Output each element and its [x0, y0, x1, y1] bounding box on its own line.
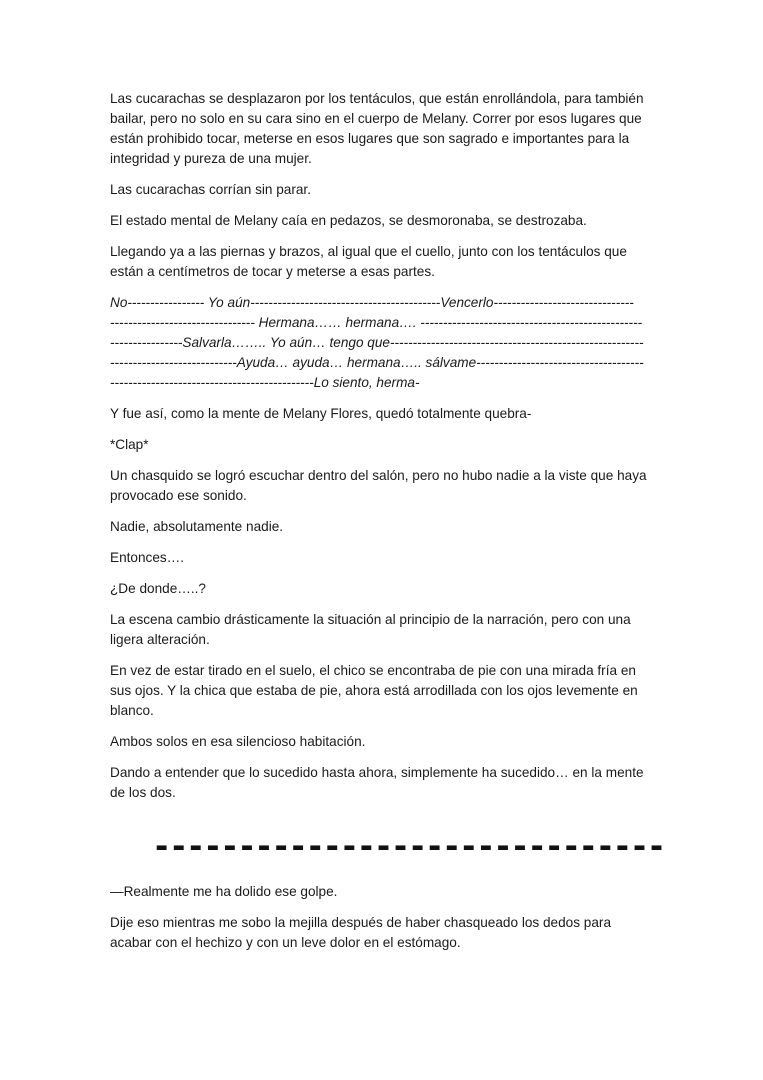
paragraph: —Realmente me ha dolido ese golpe. [110, 884, 338, 899]
paragraph: Y fue así, como la mente de Melany Flores, quedó totalmente quebra- [110, 406, 532, 421]
italic-line: -------------------------------- Hermana…… hermana…. ------------------------------------------------- [110, 315, 643, 330]
paragraph: Dando a entender que lo sucedido hasta ahora, simplemente ha sucedido… en la mente de los dos. [110, 765, 644, 800]
paragraph: ¿De donde…..? [110, 581, 206, 596]
italic-line: No----------------- Yo aún------------------------------------------Vencerlo------------------------------- [110, 295, 634, 310]
main-text-block [110, 89, 655, 814]
paragraph: *Clap* [110, 437, 149, 452]
italic-line: ----------------Salvarla…….. Yo aún… tengo que-------------------------------------------------------- [110, 335, 644, 350]
paragraph: En vez de estar tirado en el suelo, el chico se encontraba de pie con una mirada fría en sus ojos. Y la chica que estaba de pie, ahora está arrodillada con los ojos levemente en blanco. [110, 663, 638, 718]
paragraph: Las cucarachas corrían sin parar. [110, 182, 311, 197]
italic-dialogue-block [110, 293, 655, 393]
italic-line: ---------------------------------------------Lo siento, herma- [110, 375, 420, 390]
paragraph: Un chasquido se logró escuchar dentro del salón, pero no hubo nadie a la viste que haya provocado ese sonido. [110, 468, 647, 503]
paragraph: La escena cambio drásticamente la situación al principio de la narración, pero con una ligera alteración. [110, 612, 631, 647]
paragraph: Las cucarachas se desplazaron por los tentáculos, que están enrollándola, para también bailar, pero no solo en su cara sino en el cuerpo de Melany. Correr por esos lugares que están prohibido tocar, meterse en esos lugares que son sagrado e importantes para la integridad y pureza de una mujer. [110, 91, 644, 166]
paragraph: Llegando ya a las piernas y brazos, al igual que el cuello, junto con los tentáculos que están a centímetros de tocar y meterse a esas partes. [110, 244, 627, 279]
paragraph: Entonces…. [110, 550, 185, 565]
section-separator: ------------------------------ [152, 827, 664, 865]
paragraph: Dije eso mientras me sobo la mejilla después de haber chasqueado los dedos para acabar con el hechizo y con un leve dolor en el estómago. [110, 915, 612, 950]
paragraph: Ambos solos en esa silencioso habitación. [110, 734, 366, 749]
paragraph: Nadie, absolutamente nadie. [110, 519, 284, 534]
paragraph: El estado mental de Melany caía en pedazos, se desmoronaba, se destrozaba. [110, 213, 587, 228]
italic-line: ----------------------------Ayuda… ayuda… hermana….. sálvame------------------------------------- [110, 355, 644, 370]
after-separator-text-block [110, 882, 655, 964]
